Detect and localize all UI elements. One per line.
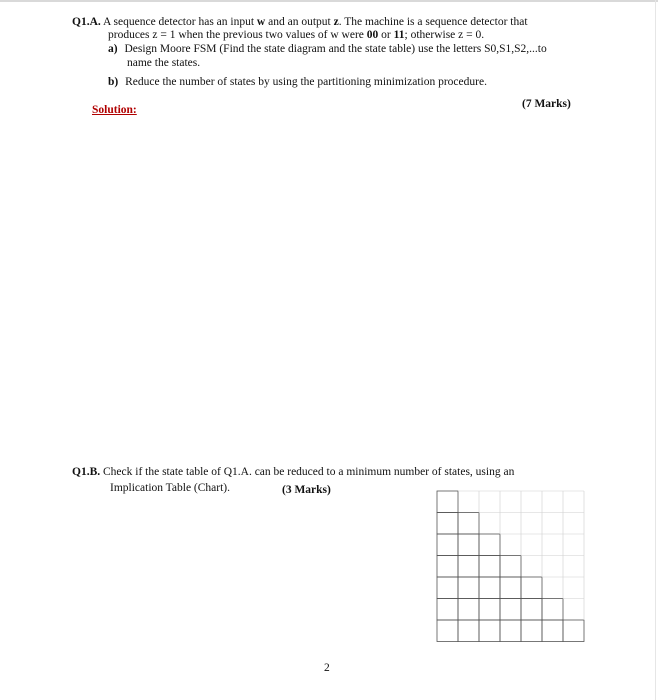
implication-cell: [437, 534, 458, 556]
implication-cell: [458, 534, 479, 556]
implication-cell: [500, 556, 521, 578]
page-right-border: [655, 0, 656, 700]
q1a-line-1: Q1.A. A sequence detector has an input w and an output z. The machine is a sequence detector that: [72, 16, 528, 28]
implication-cell: [500, 577, 521, 599]
implication-cell: [458, 577, 479, 599]
implication-cell: [437, 491, 458, 513]
implication-cell: [437, 513, 458, 535]
page-top-border: [0, 0, 658, 2]
q1a-line-2: produces z = 1 when the previous two values of w were 00 or 11; otherwise z = 0.: [108, 29, 485, 41]
part-a: [108, 43, 547, 56]
implication-cell: [542, 620, 563, 642]
q1b-line-2: Implication Table (Chart).: [110, 482, 231, 494]
implication-cell: [500, 620, 521, 642]
part-b: [108, 76, 487, 89]
implication-cell: [521, 620, 542, 642]
implication-cell: [500, 599, 521, 621]
implication-table: [436, 490, 586, 644]
implication-cell: [458, 620, 479, 642]
part-b-label: b): [108, 76, 119, 88]
implication-cell: [479, 534, 500, 556]
implication-cell: [437, 599, 458, 621]
implication-cell: [437, 556, 458, 578]
implication-cell: [563, 620, 584, 642]
implication-cell: [437, 577, 458, 599]
q1b-label: Q1.B.: [72, 466, 101, 478]
implication-cell: [521, 577, 542, 599]
input-variable: w: [256, 16, 266, 28]
implication-cell: [542, 599, 563, 621]
implication-cell: [479, 599, 500, 621]
implication-cell: [521, 599, 542, 621]
output-variable: z: [333, 16, 339, 28]
q1b-line-1: Q1.B. Check if the state table of Q1.A. can be reduced to a minimum number of states, using an: [72, 466, 515, 478]
part-a-text: Design Moore FSM (Find the state diagram and the state table) use the letters S0,S1,S2,...to: [124, 43, 547, 55]
part-a-text-cont: name the states.: [127, 57, 201, 69]
part-b-text: Reduce the number of states by using the partitioning minimization procedure.: [125, 76, 487, 88]
implication-cell: [458, 556, 479, 578]
solution-heading: Solution:: [92, 104, 137, 116]
sequence-11: 11: [393, 29, 405, 41]
q1b-marks: (3 Marks): [282, 484, 331, 496]
q1a-marks: (7 Marks): [522, 98, 571, 110]
implication-cell: [479, 620, 500, 642]
implication-cell: [458, 599, 479, 621]
q1a-label: Q1.A.: [72, 16, 101, 28]
implication-cell: [479, 556, 500, 578]
implication-cell: [437, 620, 458, 642]
part-a-label: a): [108, 43, 118, 55]
sequence-00: 00: [366, 29, 379, 41]
implication-cell: [458, 513, 479, 535]
implication-cell: [479, 577, 500, 599]
page-number: 2: [324, 662, 330, 674]
